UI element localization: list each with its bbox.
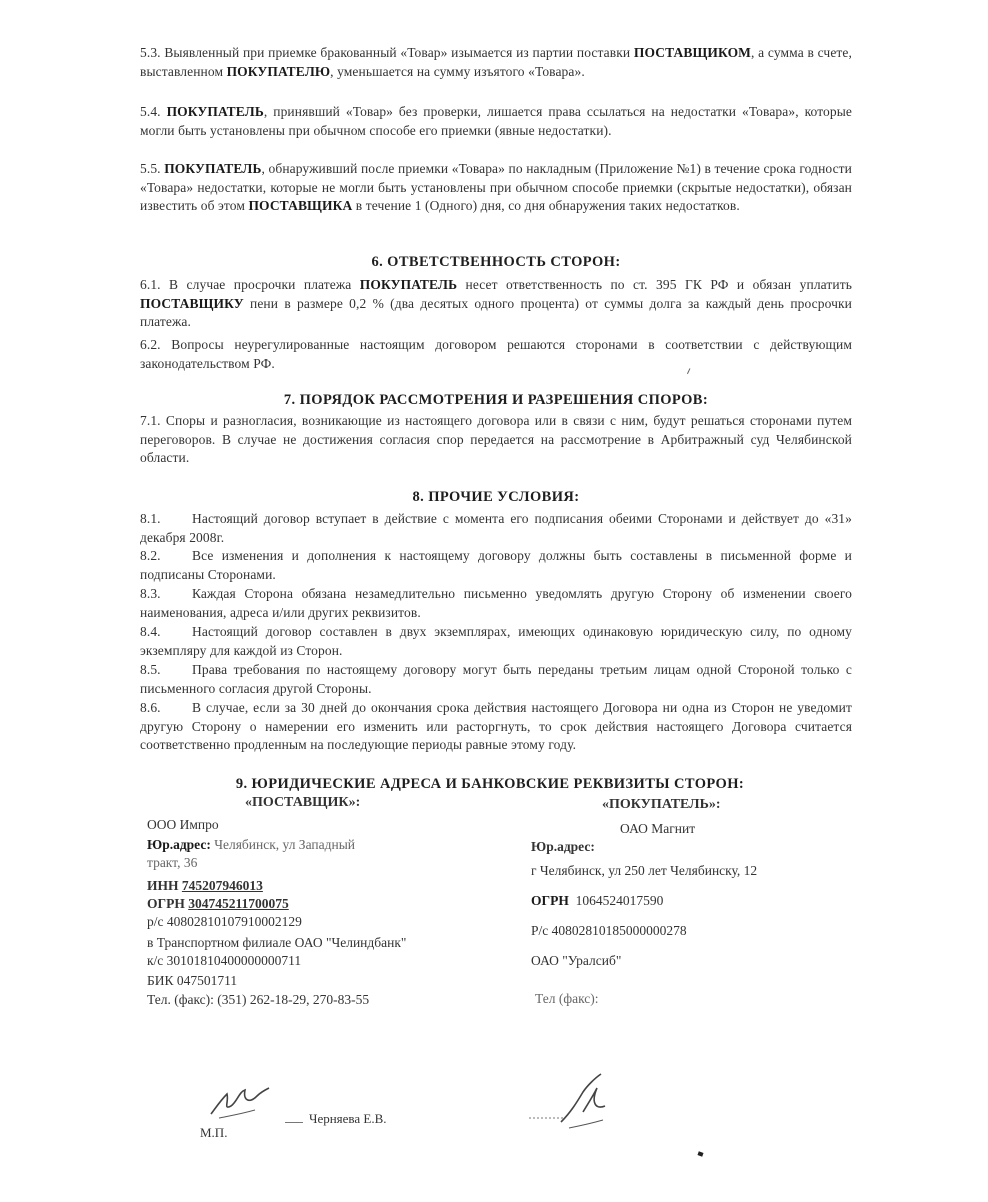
supplier-heading: «ПОСТАВЩИК»:: [245, 795, 361, 810]
buyer-address-label: Юр.адрес:: [531, 839, 595, 854]
clause-7-1: 7.1. Споры и разногласия, возникающие из настоящего договора или в связи с ним, будут решаться сторонами путем переговоров. В случае не достижения согласия спор передается на рассмотрение в Арбитражный суд Челябинской области.: [140, 413, 852, 465]
supplier-name: ООО Импро: [147, 817, 219, 832]
buyer-name: ОАО Магнит: [620, 821, 696, 836]
supplier-corr-account: к/с 30101810400000000711: [147, 953, 302, 968]
clause-5-4: 5.4. ПОКУПАТЕЛЬ, принявший «Товар» без проверки, лишается права ссылаться на недостатки «Товара», которые могли быть установлены при обычном способе его приемки (явные недостатки).: [140, 104, 853, 138]
supplier-account: р/с 40802810107910002129: [147, 914, 302, 929]
supplier-signer-name: Черняева Е.В.: [285, 1110, 387, 1128]
clause-5-5: 5.5. ПОКУПАТЕЛЬ, обнаруживший после приемки «Товара» по накладным (Приложение №1) в течение срока годности «Товара» недостатки, которые не могли быть установлены при обычном способе приемки (скрытые недостатки), обязан известить об этом ПОСТАВЩИКА в течение 1 (Одного) дня, со дня обнаружения таких недостатков.: [140, 161, 852, 213]
scan-speck: [697, 1151, 703, 1156]
clause-6-1: 6.1. В случае просрочки платежа ПОКУПАТЕЛЬ несет ответственность по ст. 395 ГК РФ и обязан уплатить ПОСТАВЩИКУ пени в размере 0,2 % (два десятых одного процента) от суммы долга за каждый день просрочки платежа.: [140, 277, 852, 329]
section-8-title: 8. ПРОЧИЕ УСЛОВИЯ:: [412, 489, 580, 505]
clause-8-2: 8.2. Все изменения и дополнения к настоящему договору должны быть составлены в письменной форме и подписаны Сторонами.: [140, 548, 852, 582]
supplier-ogrn: ОГРН 304745211700075: [147, 896, 289, 911]
buyer-address: г Челябинск, ул 250 лет Челябинску, 12: [531, 863, 758, 878]
clause-8-4: 8.4. Настоящий договор составлен в двух экземплярах, имеющих одинаковую юридическую силу, по одному экземпляру для каждой из Сторон.: [140, 624, 852, 658]
buyer-signature: [525, 1072, 620, 1137]
clause-8-3: 8.3. Каждая Сторона обязана незамедлительно письменно уведомлять другую Сторону об изменении своего наименования, адреса и/или других реквизитов.: [140, 586, 852, 620]
supplier-address-line2: тракт, 36: [147, 855, 198, 870]
section-7-title: 7. ПОРЯДОК РАССМОТРЕНИЯ И РАЗРЕШЕНИЯ СПОРОВ:: [283, 392, 709, 408]
clause-8-5: 8.5. Права требования по настоящему договору могут быть переданы третьим лицам одной Стороной только с письменного согласия другой Стороны.: [140, 662, 852, 696]
supplier-inn: ИНН 745207946013: [147, 878, 263, 893]
clause-5-3: 5.3. Выявленный при приемке бракованный «Товар» изымается из партии поставки ПОСТАВЩИКОМ, а сумма в счете, выставленном ПОКУПАТЕЛЮ, уменьшается на сумму изъятого «Товара».: [140, 45, 852, 79]
supplier-bank: в Транспортном филиале ОАО "Челиндбанк": [147, 935, 407, 950]
section-6-title: 6. ОТВЕТСТВЕННОСТЬ СТОРОН:: [371, 254, 621, 270]
clause-8-6: 8.6. В случае, если за 30 дней до окончания срока действия настоящего Договора ни одна из Сторон не уведомит другую Сторону о намерении его изменить или расторгнуть, то срок действия настоящего Договора считается соответственно продленным на последующие периоды равные этому году.: [140, 700, 852, 752]
stamp-placeholder-mp: М.П.: [200, 1125, 228, 1140]
buyer-bank: ОАО "Уралсиб": [531, 953, 622, 968]
clause-8-1: 8.1. Настоящий договор вступает в действие с момента его подписания обеими Сторонами и действует до «31» декабря 2008г.: [140, 511, 852, 545]
section-9-title: 9. ЮРИДИЧЕСКИЕ АДРЕСА И БАНКОВСКИЕ РЕКВИЗИТЫ СТОРОН:: [235, 776, 745, 792]
clause-6-2: 6.2. Вопросы неурегулированные настоящим договором решаются сторонами в соответствии с действующим законодательством РФ.: [140, 337, 852, 371]
supplier-bik: БИК 047501711: [147, 973, 238, 988]
supplier-phone: Тел. (факс): (351) 262-18-29, 270-83-55: [147, 992, 370, 1007]
buyer-ogrn: ОГРН 1064524017590: [531, 893, 664, 908]
buyer-heading: «ПОКУПАТЕЛЬ»:: [602, 797, 721, 812]
supplier-signature: [205, 1080, 275, 1125]
supplier-address: Юр.адрес: Челябинск, ул Западный: [147, 837, 355, 852]
buyer-account: Р/с 40802810185000000278: [531, 923, 687, 938]
buyer-phone: Тел (факс):: [535, 991, 599, 1006]
scan-speck: [687, 368, 694, 376]
